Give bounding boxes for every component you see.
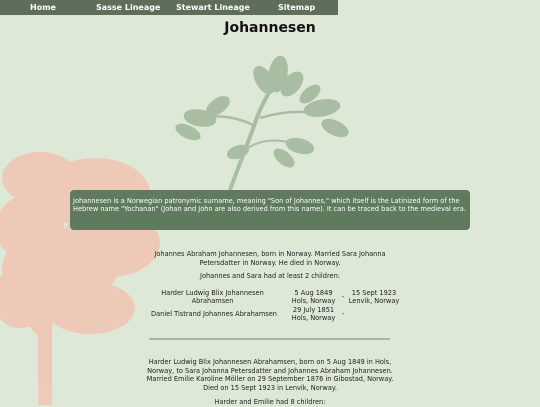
harder-line-1: Harder Ludwig Blix Johannesen Abrahamsen, born on 5 Aug 1849 in Hols, — [148, 358, 392, 366]
father-line-2: Petersdatter in Norway. He died in Norway. — [199, 258, 341, 267]
harder-line-2: Norway, to Sara Johanna Petersdatter and Johannes Abraham Johannesen. — [147, 366, 393, 375]
top-nav — [0, 0, 338, 15]
child-1-dash: - — [341, 293, 345, 301]
surname-description: Johannesen is a Norwegian patronymic surname, meaning "Son of Johannes," which itself is the Latinized form of the Hebrew name "Yochanan" (Johan and John are also derived from this name). It can be traced back to the medieval era. — [70, 190, 470, 230]
nav-sitemap[interactable]: Sitemap — [278, 3, 316, 12]
child-1-name: Harder Ludwig Blix Johannesen Abrahamsen — [161, 289, 264, 306]
harder-line-3: Married Emilie Karoline Möller on 29 September 1876 in Gibostad, Norway. — [146, 375, 394, 383]
child-1-death: 15 Sept 1923 Lenvik, Norway — [348, 289, 400, 306]
nav-sasse-lineage[interactable]: Sasse Lineage — [96, 3, 161, 12]
oak-branch-icon — [160, 48, 380, 198]
father-description — [0, 250, 540, 267]
harder-line-4: Died on 15 Sept 1923 in Lenvik, Norway. — [203, 383, 337, 392]
harder-description — [0, 358, 540, 392]
child-2-name: Daniel Tistrand Johannes Abrahamsen — [151, 310, 277, 318]
harder-children-count: Harder and Emilie had 8 children: — [214, 398, 326, 406]
child-2-dash: - — [341, 310, 345, 318]
page-title: Johannesen — [224, 20, 316, 36]
section-divider — [149, 338, 390, 340]
father-line-1: Johannes Abraham Johannesen, born in Norway. Married Sara Johanna — [154, 250, 386, 258]
child-1-birth: 5 Aug 1849 Hols, Norway — [291, 289, 336, 306]
nav-home[interactable]: Home — [30, 3, 56, 12]
child-2-birth: 29 July 1851 Hols, Norway — [291, 306, 336, 323]
children-count: Johannes and Sara had at least 2 children: — [200, 272, 340, 280]
nav-stewart-lineage[interactable]: Stewart Lineage — [176, 3, 250, 12]
